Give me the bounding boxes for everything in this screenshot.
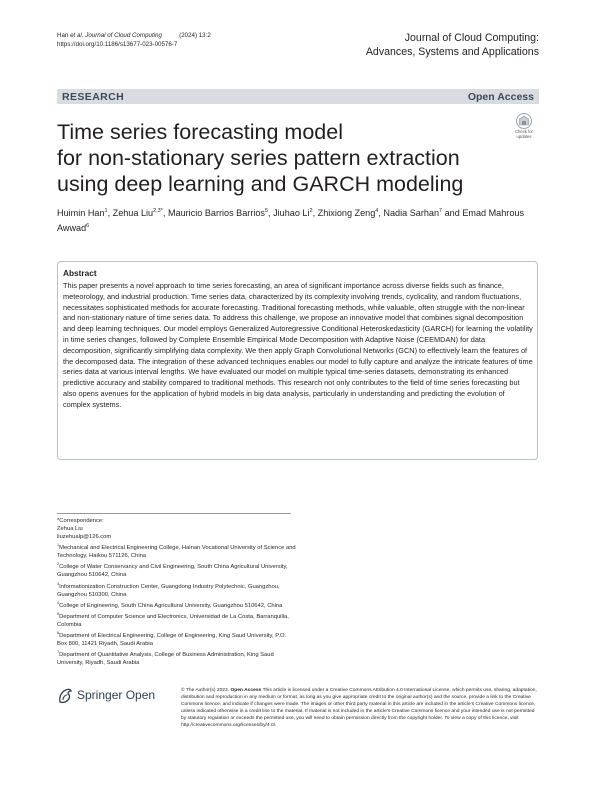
doi-link[interactable]: https://doi.org/10.1186/s13677-023-00576-7 (57, 41, 178, 48)
affiliation-number: 7 (57, 649, 60, 654)
citation-header (57, 31, 211, 49)
citation-year: (2024) 13:2 (179, 32, 211, 39)
affiliation-item (57, 629, 297, 648)
affiliation-item (57, 525, 297, 533)
author-name[interactable]: Emad Mahrous Awwad (57, 208, 524, 234)
badge-label-2: updates (516, 134, 532, 139)
affiliation-number: 5 (57, 611, 60, 616)
affiliation-number: 1 (57, 543, 60, 548)
author-affiliation-marker: 5 (264, 208, 269, 214)
logo-springer: Springer (77, 688, 123, 702)
footnote-rule (57, 513, 291, 514)
affiliation-number: 6 (57, 630, 60, 635)
license-url-link[interactable]: http://creativecommons.org/licenses/by/4.0/ (181, 723, 276, 729)
title-line-3: using deep learning and GARCH modeling (57, 172, 464, 196)
affiliation-text: College of Water Conservancy and Civil Engineering, South China Agricultural University, Guangzhou 510642, China (57, 564, 288, 579)
journal-name (366, 32, 539, 59)
author-name[interactable]: Mauricio Barrios Barrios (167, 208, 265, 219)
affiliation-item (57, 580, 297, 599)
affiliation-text: College of Engineering, South China Agricultural University, Guangzhou 510642, China (59, 602, 283, 609)
author-affiliation-marker: 2 (309, 208, 313, 214)
affiliation-number: 2 (57, 562, 60, 567)
license-copyright: © The Author(s) 2023. (181, 688, 230, 693)
affiliation-text: *Correspondence: (57, 518, 104, 524)
author-separator: , (107, 208, 113, 219)
author-list (57, 205, 527, 235)
affiliation-list (57, 517, 297, 667)
article-type-band (57, 89, 539, 104)
affiliation-item (57, 517, 297, 525)
article-type-label: RESEARCH (62, 91, 125, 103)
affiliation-text: Informationization Construction Center, Guangdong Industry Polytechnic, Guangzhou, Guangzhou 510300, China (57, 583, 280, 598)
affiliation-text: Mechanical and Electrical Engineering College, Hainan Vocational University of Science and Technology, Haikou 571126, China (57, 545, 296, 560)
affiliation-text: Department of Computer Science and Electronics, Universidad de La Costa, Barranquilla, Colombia (57, 613, 289, 628)
author-name[interactable]: Huimin Han (57, 208, 105, 219)
affiliation-text[interactable]: liuzehualp@126.com (57, 534, 112, 541)
affiliation-text: Zehua Liu (57, 526, 83, 533)
affiliation-item (57, 541, 297, 560)
affiliation-item (57, 648, 297, 667)
author-name[interactable]: Nadia Sarhan (383, 208, 440, 219)
badge-label-1: Check for (515, 129, 533, 134)
author-affiliation-marker: 7 (439, 208, 443, 214)
springer-horse-icon (57, 686, 73, 705)
author-name[interactable]: Jiuhao Li (273, 208, 310, 219)
affiliation-number: 3 (57, 581, 60, 586)
affiliation-item (57, 560, 297, 579)
springer-open-logo (77, 688, 155, 702)
citation-journal: et al. Journal of Cloud Computing (70, 32, 162, 39)
author-affiliation-marker: 4 (375, 208, 379, 214)
affiliation-item (57, 610, 297, 629)
author-affiliation-marker: 1 (104, 208, 108, 214)
journal-name-line1: Journal of Cloud Computing: (404, 32, 539, 44)
check-for-updates-badge[interactable] (511, 112, 537, 140)
title-line-1: Time series forecasting model (57, 120, 343, 144)
title-line-2: for non-stationary series pattern extraction (57, 146, 460, 170)
author-separator: , (378, 208, 384, 219)
affiliation-item (57, 599, 297, 610)
abstract-text: This paper presents a novel approach to time series forecasting, an area of significant importance across diverse fields such as finance, meteorology, and industrial production. Time series data, characterized by its complexity involving trends, cyclicality, and random fluctuations, necessitates sophisticated methods for accurate forecasting. Traditional forecasting methods, while valuable, often struggle with the non-linear and non-stationary nature of time series data. To address this challenge, we propose an innovative model that combines signal decomposition and deep learning techniques. Our model employs Generalized Autoregressive Conditional Heteroskedasticity (GARCH) for learning the volatility in time series changes, followed by Complete Ensemble Empirical Mode Decomposition with Adaptive Noise (CEEMDAN) for data decomposition, significantly simplifying data complexity. We then apply Graph Convolutional Networks (GCN) to effectively learn the features of the decomposed data. The integration of these advanced techniques enables our model to fully capture and analyze the intricate features of time series data at various interval lengths. We have evaluated our model on multiple typical time-series datasets, demonstrating its enhanced predictive accuracy and stability compared to traditional methods. This research not only contributes to the field of time series forecasting but also opens avenues for the application of hybrid models in big data analysis, particularly in understanding and predicting the evolution of complex systems. (63, 281, 533, 409)
author-affiliation-marker: 6 (86, 223, 90, 230)
journal-name-line2: Advances, Systems and Applications (365, 45, 539, 58)
author-affiliation-marker: 2,3* (153, 208, 163, 214)
abstract-heading: Abstract (63, 268, 97, 278)
author-separator: , (162, 208, 168, 219)
open-access-label: Open Access (467, 91, 534, 103)
affiliation-item (57, 533, 297, 541)
affiliation-text: Department of Electrical Engineering, College of Engineering, King Saud University, P.O. Box 800, 11421 Riyadh, Saudi Arabia (57, 632, 287, 647)
license-end: . (275, 723, 277, 729)
author-separator: , (268, 208, 274, 219)
license-text: This article is licensed under a Creative Commons Attribution 4.0 International License, which permits use, sharing, adaptation, distribution and reproduction in any medium or format, as long as you give appropriate credit to the original author(s) and the source, provide a link to the Creative Commons licence, and indicate if changes were made. The images or other third party material in this article are included in the article's Creative Commons licence, unless indicated otherwise in a credit line to the material. If material is not included in the article's Creative Commons licence and your intended use is not permitted by statutory regulation or exceeds the permitted use, you will need to obtain permission directly from the copyright holder. To view a copy of this licence, visit (181, 688, 537, 722)
author-separator: and (442, 208, 460, 219)
author-name[interactable]: Zhixiong Zeng (317, 208, 376, 219)
check-for-updates-icon (511, 112, 537, 140)
article-title (57, 119, 507, 197)
author-separator: , (312, 208, 318, 219)
citation-authors: Han (57, 32, 69, 39)
license-open-access: Open Access (230, 688, 262, 693)
affiliation-number: 4 (57, 600, 60, 605)
license-notice (181, 687, 539, 730)
author-name[interactable]: Zehua Liu (112, 208, 154, 219)
logo-open: Open (125, 688, 156, 702)
affiliation-text: Department of Quantitative Analysis, College of Business Administration, King Saud University, Riyadh, Saudi Arabia (57, 651, 274, 666)
